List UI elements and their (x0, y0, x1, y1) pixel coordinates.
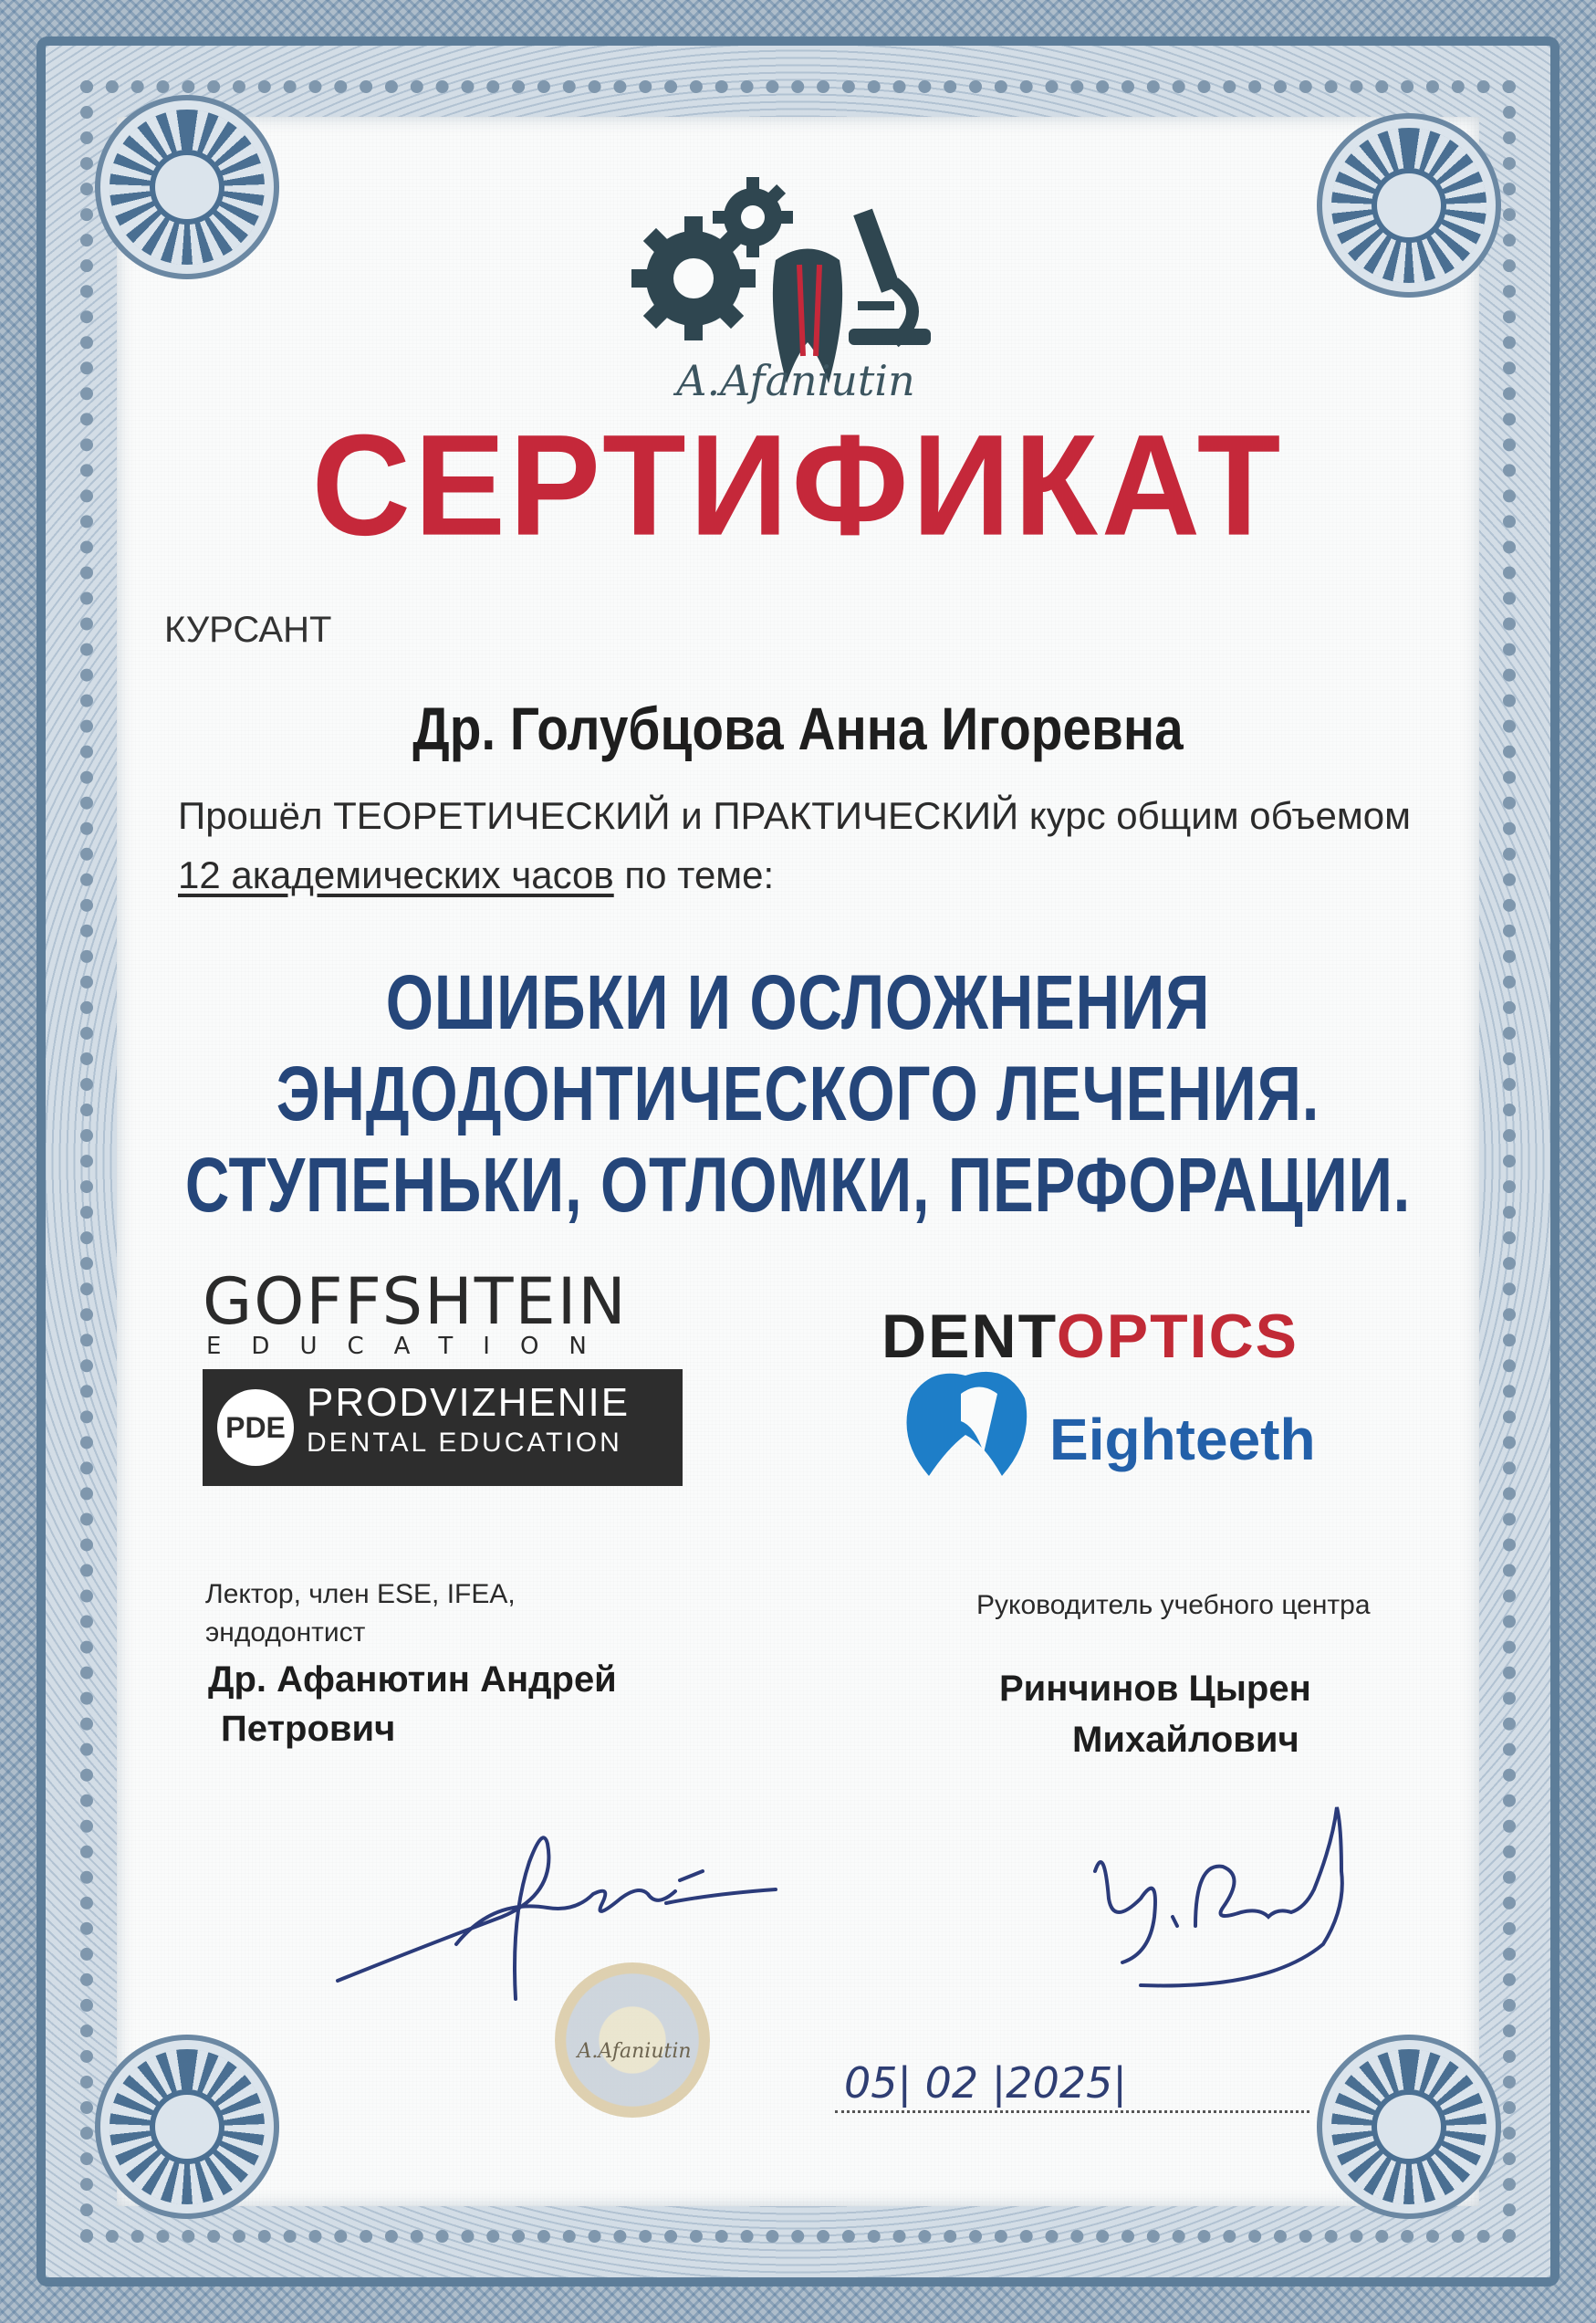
lecturer-role: Лектор, член ESE, IFEA, (205, 1579, 516, 1609)
course-hours: 12 академических часов (178, 853, 614, 896)
corner-rosette-icon (110, 110, 265, 265)
eighteeth-logo: Eighteeth (1049, 1407, 1316, 1472)
lecturer-name: Петрович (221, 1709, 396, 1749)
course-hours-line (178, 853, 774, 897)
goffshtein-logo: GOFFSHTEIN (203, 1264, 628, 1339)
lecturer-signature (319, 1807, 794, 2008)
issue-date: 05| 02 |2025| (844, 2058, 1127, 2108)
head-name: Ринчинов Цырен (999, 1669, 1311, 1709)
date-underline (835, 2110, 1309, 2113)
topic-line: ЭНДОДОНТИЧЕСКОГО ЛЕЧЕНИЯ. (276, 1051, 1320, 1136)
dent-text: DENT (881, 1302, 1057, 1371)
cadet-label: КУРСАНТ (164, 610, 332, 650)
head-signature (1086, 1789, 1396, 2008)
seal-text: A.Afaniutin (577, 2040, 692, 2063)
corner-rosette-icon (1331, 2049, 1486, 2204)
head-role: Руководитель учебного центра (976, 1590, 1371, 1620)
pde-name: PRODVIZHENIE (307, 1380, 631, 1425)
pde-subtitle: DENTAL EDUCATION (307, 1428, 622, 1458)
eighteeth-tooth-icon (892, 1362, 1038, 1481)
student-name: Др. Голубцова Анна Игоревна (412, 695, 1184, 762)
lecturer-role: эндодонтист (205, 1617, 366, 1648)
corner-rosette-icon (110, 2049, 265, 2204)
pde-badge: PDE (217, 1389, 294, 1466)
goffshtein-subtitle: EDUCATION (206, 1333, 617, 1360)
certificate-title: СЕРТИФИКАТ (311, 403, 1285, 566)
logo-signature: A.Afaniutin (676, 356, 915, 405)
lecturer-name: Др. Афанютин Андрей (208, 1659, 617, 1700)
corner-rosette-icon (1331, 128, 1486, 283)
topic-line: ОШИБКИ И ОСЛОЖНЕНИЯ (385, 959, 1211, 1045)
head-name: Михайлович (1072, 1720, 1299, 1760)
topic-line: СТУПЕНЬКИ, ОТЛОМКИ, ПЕРФОРАЦИИ. (184, 1142, 1412, 1228)
course-topic-label: по теме: (613, 853, 775, 896)
course-description: Прошёл ТЕОРЕТИЧЕСКИЙ и ПРАКТИЧЕСКИЙ курс общим объемом (178, 794, 1411, 837)
optics-text: OPTICS (1056, 1302, 1299, 1371)
